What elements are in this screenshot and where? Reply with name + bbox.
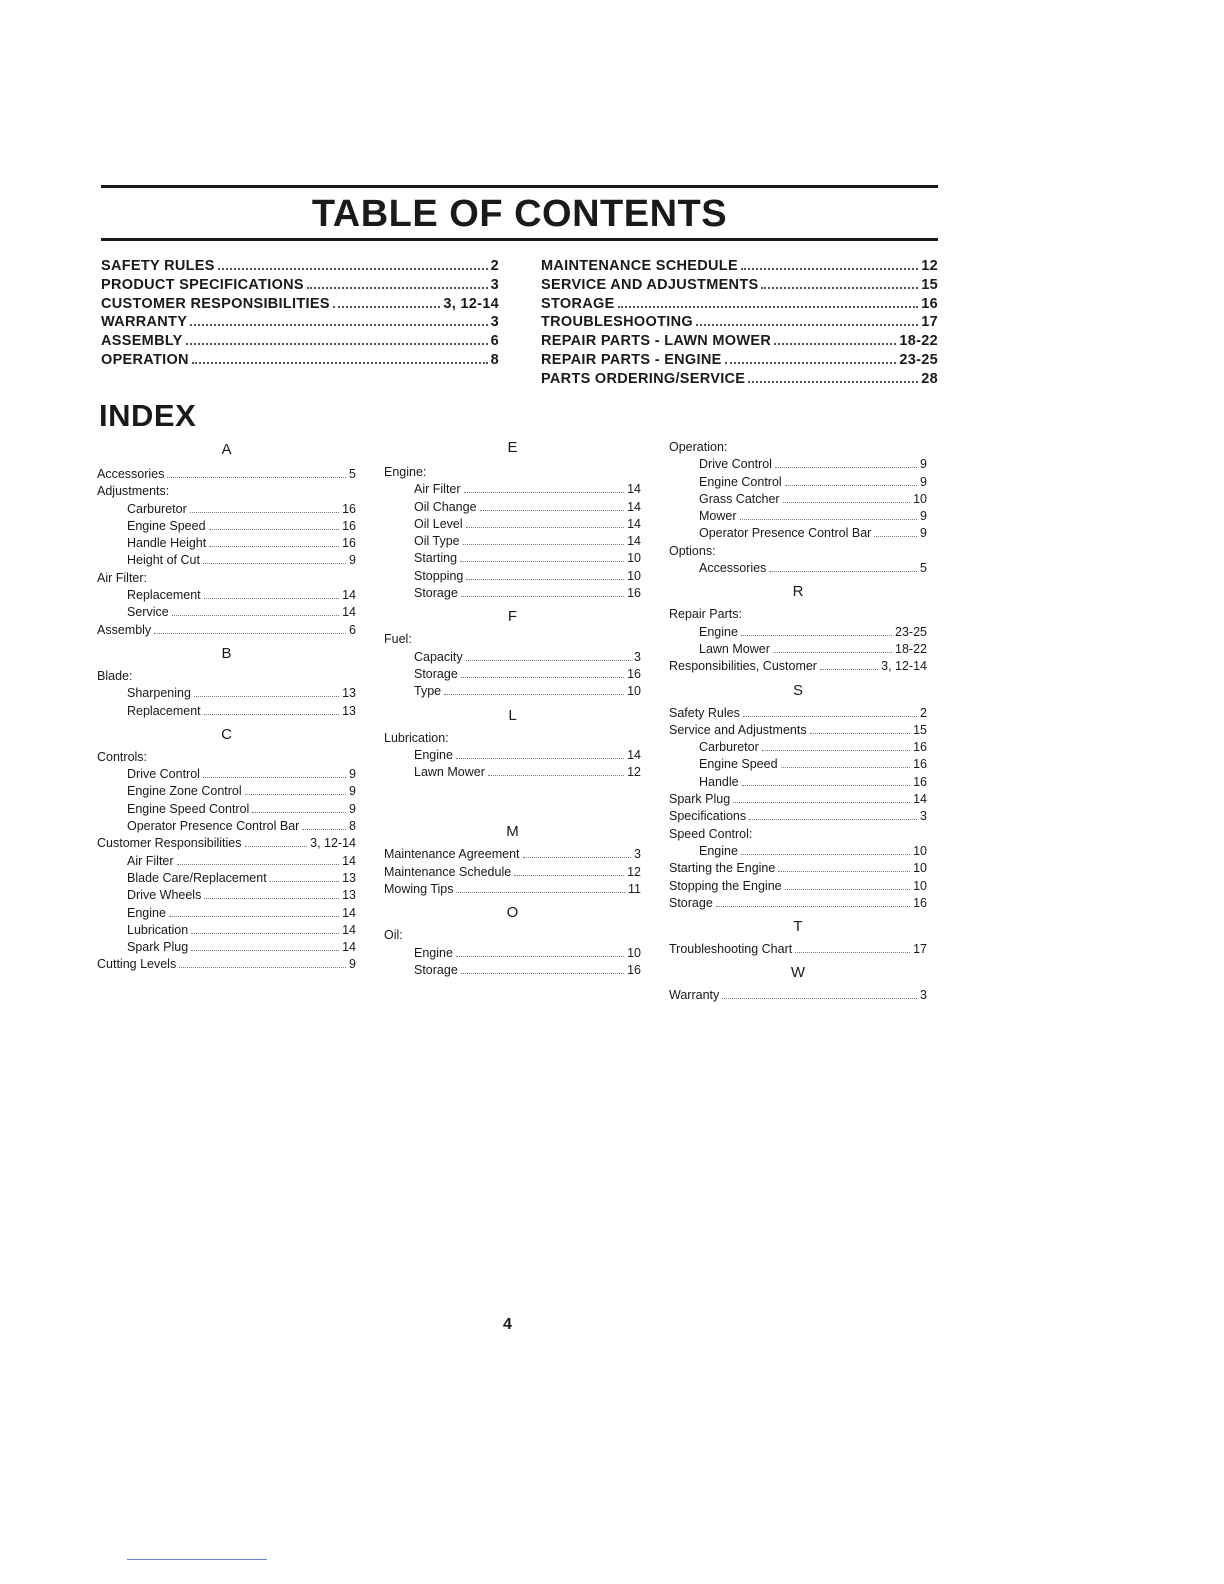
index-letter-b: B <box>221 644 232 662</box>
index-entry[interactable]: Engine 14 <box>127 905 356 920</box>
index-entry[interactable]: Assembly 6 <box>97 622 356 637</box>
toc-entry-operation[interactable]: OPERATION 8 <box>101 351 499 368</box>
index-entry[interactable]: Engine Speed Control 9 <box>127 801 356 816</box>
index-heading: Options: <box>669 543 716 558</box>
index-letter-e: E <box>507 439 518 456</box>
index-entry[interactable]: Starting 10 <box>414 551 641 566</box>
toc-entry-product-specifications[interactable]: PRODUCT SPECIFICATIONS 3 <box>101 276 499 293</box>
index-entry[interactable]: Handle Height 16 <box>127 536 356 551</box>
index-entry[interactable]: Spark Plug 14 <box>669 792 927 807</box>
index-entry[interactable]: Oil Type 14 <box>414 534 641 549</box>
index-entry[interactable]: Storage 16 <box>414 666 641 681</box>
index-entry[interactable]: Maintenance Agreement 3 <box>384 847 641 862</box>
index-entry[interactable]: Engine 10 <box>414 945 641 960</box>
index-column-1 <box>97 440 356 975</box>
index-entry[interactable]: Drive Wheels 13 <box>127 888 356 903</box>
footer-divider <box>127 1559 267 1560</box>
toc-entry-assembly[interactable]: ASSEMBLY 6 <box>101 333 499 350</box>
toc-entry-repair-parts-lawn-mower[interactable]: REPAIR PARTS - LAWN MOWER 18-22 <box>541 333 938 350</box>
index-letter-o: O <box>506 904 519 922</box>
index-entry[interactable]: Warranty 3 <box>669 988 927 1003</box>
index-letter-a: A <box>221 441 232 458</box>
toc-entry-parts-ordering-service[interactable]: PARTS ORDERING/SERVICE 28 <box>541 370 938 387</box>
index-entry[interactable]: Replacement 13 <box>127 703 356 718</box>
index-heading: Lubrication: <box>384 730 449 745</box>
index-entry[interactable]: Responsibilities, Customer 3, 12-14 <box>669 659 927 674</box>
index-letter-t: T <box>793 918 803 936</box>
index-entry[interactable]: Mowing Tips 11 <box>384 882 641 897</box>
index-entry[interactable]: Sharpening 13 <box>127 686 356 701</box>
index-entry[interactable]: Maintenance Schedule 12 <box>384 864 641 879</box>
index-heading: Engine: <box>384 465 427 479</box>
index-letter-w: W <box>790 964 806 982</box>
index-heading: Repair Parts: <box>669 607 742 622</box>
index-entry[interactable]: Height of Cut 9 <box>127 553 356 568</box>
index-entry[interactable]: Engine Speed 16 <box>699 757 927 772</box>
index-letter-r: R <box>792 583 804 601</box>
page-number: 4 <box>503 1316 512 1333</box>
index-entry[interactable]: Troubleshooting Chart 17 <box>669 942 927 957</box>
toc-left-column <box>101 258 499 371</box>
index-entry[interactable]: Engine 10 <box>699 843 927 858</box>
index-entry[interactable]: Oil Change 14 <box>414 499 641 514</box>
index-heading: Blade: <box>97 668 133 683</box>
index-entry[interactable]: Safety Rules 2 <box>669 705 927 720</box>
index-column-2 <box>384 438 641 980</box>
toc-entry-customer-responsibilities[interactable]: CUSTOMER RESPONSIBILITIES 3, 12-14 <box>101 295 499 312</box>
index-entry[interactable]: Capacity 3 <box>414 649 641 664</box>
index-entry[interactable]: Engine Control 9 <box>699 474 927 489</box>
index-entry[interactable]: Lawn Mower 12 <box>414 765 641 780</box>
index-entry[interactable]: Type 10 <box>414 684 641 699</box>
index-heading: Air Filter: <box>97 570 147 585</box>
index-heading: Adjustments: <box>97 484 170 499</box>
index-letter-f: F <box>507 608 518 626</box>
index-entry[interactable]: Accessories 5 <box>97 467 356 481</box>
toc-entry-troubleshooting[interactable]: TROUBLESHOOTING 17 <box>541 314 938 331</box>
toc-entry-service-and-adjustments[interactable]: SERVICE AND ADJUSTMENTS 15 <box>541 276 938 293</box>
index-heading: Fuel: <box>384 632 412 647</box>
index-entry[interactable]: Starting the Engine 10 <box>669 861 927 876</box>
index-entry[interactable]: Accessories 5 <box>699 561 927 576</box>
toc-title: TABLE OF CONTENTS <box>311 193 728 235</box>
toc-right-column <box>541 258 938 390</box>
index-heading: Oil: <box>384 928 403 943</box>
index-entry[interactable]: Spark Plug 14 <box>127 940 356 955</box>
toc-bottom-rule <box>101 238 938 241</box>
toc-entry-storage[interactable]: STORAGE 16 <box>541 295 938 312</box>
index-entry[interactable]: Carburetor 16 <box>127 501 356 516</box>
index-column-3 <box>669 440 927 1006</box>
index-entry[interactable]: Service and Adjustments 15 <box>669 722 927 737</box>
toc-entry-safety-rules[interactable]: SAFETY RULES 2 <box>101 258 499 274</box>
index-entry[interactable]: Specifications 3 <box>669 809 927 824</box>
index-entry[interactable]: Engine 23-25 <box>699 624 927 639</box>
toc-entry-repair-parts-engine[interactable]: REPAIR PARTS - ENGINE 23-25 <box>541 351 938 368</box>
index-entry[interactable]: Stopping the Engine 10 <box>669 878 927 893</box>
index-entry[interactable]: Engine Zone Control 9 <box>127 784 356 799</box>
index-entry[interactable]: Stopping 10 <box>414 568 641 583</box>
index-entry[interactable]: Handle 16 <box>699 774 927 789</box>
index-entry[interactable]: Replacement 14 <box>127 588 356 603</box>
index-entry[interactable]: Drive Control 9 <box>127 767 356 782</box>
index-entry[interactable]: Grass Catcher 10 <box>699 491 927 506</box>
index-entry[interactable]: Cutting Levels 9 <box>97 957 356 972</box>
index-entry[interactable]: Oil Level 14 <box>414 516 641 531</box>
index-entry[interactable]: Engine Speed 16 <box>127 518 356 533</box>
index-entry[interactable]: Drive Control 9 <box>699 457 927 472</box>
index-entry[interactable]: Engine 14 <box>414 747 641 762</box>
index-entry[interactable]: Carburetor 16 <box>699 740 927 755</box>
index-letter-c: C <box>221 725 232 743</box>
index-heading: Controls: <box>97 749 148 764</box>
index-letter-l: L <box>508 706 517 724</box>
index-heading: Speed Control: <box>669 826 753 841</box>
index-entry[interactable]: Blade Care/Replacement 13 <box>127 870 356 885</box>
index-entry[interactable]: Operator Presence Control Bar 9 <box>699 526 927 541</box>
index-title: INDEX <box>99 398 197 433</box>
index-entry[interactable]: Air Filter 14 <box>127 853 356 868</box>
index-entry[interactable]: Storage 16 <box>669 895 927 910</box>
index-heading: Operation: <box>669 440 728 454</box>
index-entry[interactable]: Mower 9 <box>699 509 927 524</box>
index-entry[interactable]: Lawn Mower 18-22 <box>699 641 927 656</box>
index-entry[interactable]: Storage 16 <box>414 962 641 977</box>
index-letter-s: S <box>792 681 803 699</box>
index-entry[interactable]: Lubrication 14 <box>127 922 356 937</box>
index-entry[interactable]: Service 14 <box>127 605 356 620</box>
index-entry[interactable]: Air Filter 14 <box>414 482 641 497</box>
toc-entry-warranty[interactable]: WARRANTY 3 <box>101 314 499 331</box>
toc-top-rule <box>101 185 938 188</box>
index-entry[interactable]: Storage 16 <box>414 586 641 601</box>
index-entry[interactable]: Operator Presence Control Bar 8 <box>127 819 356 834</box>
index-entry[interactable]: Customer Responsibilities 3, 12-14 <box>97 836 356 851</box>
toc-entry-maintenance-schedule[interactable]: MAINTENANCE SCHEDULE 12 <box>541 258 938 274</box>
index-letter-m: M <box>506 823 519 841</box>
